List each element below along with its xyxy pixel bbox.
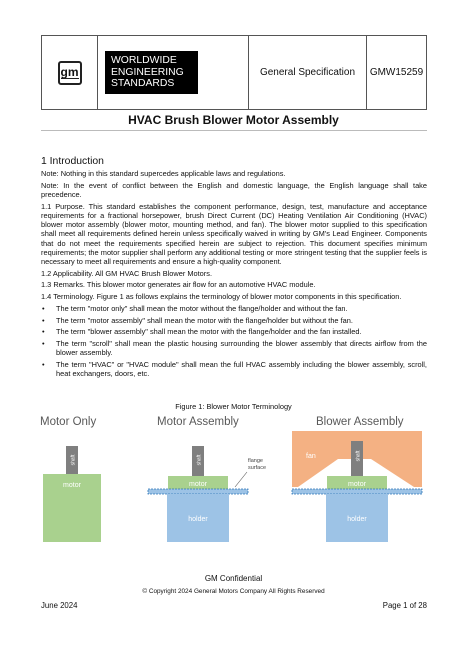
figure-caption: Figure 1: Blower Motor Terminology [175,402,292,411]
shaft-label: shaft [70,454,77,466]
document-header [41,35,427,110]
panel-title-motor-assembly: Motor Assembly [157,416,239,428]
document-title: HVAC Brush Blower Motor Assembly [128,113,339,127]
flange-surface [148,489,248,494]
flange-callout-line [235,472,247,487]
list-item: • The term "motor assembly" shall mean the motor with the flange/holder but without the fan. [41,316,427,325]
panel-title-motor-only: Motor Only [40,416,97,428]
list-item: • The term "motor only" shall mean the motor without the flange/holder and without the fan. [41,304,427,313]
terminology-paragraph: 1.4 Terminology. Figure 1 as follows explains the terminology of blower motor components in this specification. [41,292,402,302]
section-heading: 1 Introduction [41,156,104,167]
note-language: Note: In the event of conflict between the English and domestic language, the English language shall take precedence. [41,180,427,200]
shaft-label: shaft [355,450,362,462]
footer-page-number: Page 1 of 28 [382,601,427,610]
note-laws: Note: Nothing in this standard supercedes applicable laws and regulations. [41,169,286,179]
footer-confidential: GM Confidential [204,574,263,583]
shaft-label: shaft [196,454,203,466]
holder-label: holder [347,516,367,523]
list-item: • The term "HVAC" or "HVAC module" shall mean the full HVAC assembly including the blower assembly, scroll, heat exchangers, doors, etc. [41,360,427,378]
panel-title-blower-assembly: Blower Assembly [316,416,404,428]
footer-date: June 2024 [41,601,78,610]
doc-number: GMW15259 [369,67,424,78]
section-introduction [41,157,427,381]
blower-motor-figure [36,412,430,562]
motor-label: motor [63,482,81,489]
motor-label: motor [189,481,207,488]
flange-label: flange [248,458,263,464]
fan-label: fan [306,453,316,460]
gm-logo-icon [58,61,82,85]
holder-label: holder [188,516,208,523]
title-divider [41,130,427,131]
logo-cell [42,36,98,109]
motor-label: motor [348,481,366,488]
logo-text: gm [60,64,79,79]
flange-surface [292,489,422,494]
flange-label: surface [248,465,267,471]
standards-cell [98,36,249,109]
spec-type: General Specification [249,36,367,109]
applicability-paragraph: 1.2 Applicability. All GM HVAC Brush Blower Motors. [41,268,212,278]
terminology-list [41,304,427,378]
list-item: • The term "scroll" shall mean the plastic housing surrounding the blower assembly that directs airflow from the blower assembly. [41,339,427,357]
footer-copyright: © Copyright 2024 General Motors Company All Rights Reserved [142,588,325,595]
remarks-paragraph: 1.3 Remarks. This blower motor generates air flow for an automotive HVAC module. [41,280,316,290]
purpose-paragraph: 1.1 Purpose. This standard establishes the component performance, design, test, manufacture and acceptance requirements for a fractional horsepower, brush Direct Current (DC) Heating Ventilation Air Conditioning (HVAC) blower motor assembly (blower motor, mounting method, and fan). The blower motor supplied to this specification shall meet all requirements defined herein unless specifically waived in writing by GM's Lead Engineer. Components that do not meet the requirements specified herein are subject to rejection. This document specifies minimum requirements; the motor supplier shall perform any additional testing or more stringent testing that the supplier feels is necessary to meet all requirements and ensure a high-quality component. [41,201,427,267]
standards-label: WORLDWIDE ENGINEERING STANDARDS [105,51,198,94]
list-item: • The term "blower assembly" shall mean the motor with the flange/holder and the fan installed. [41,327,427,336]
